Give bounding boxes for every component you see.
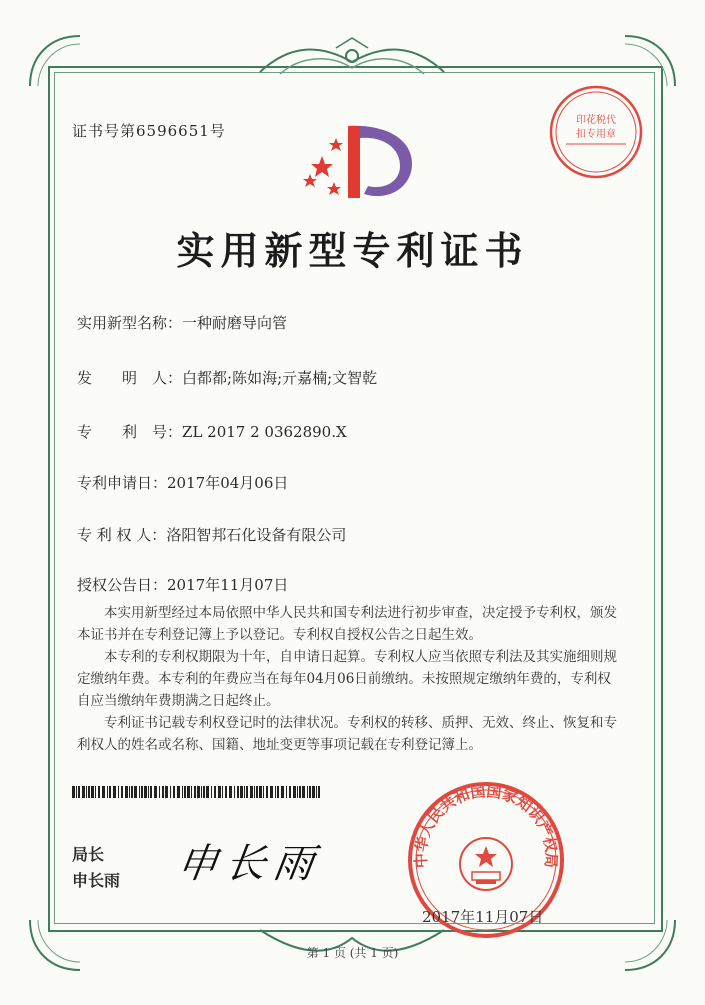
patent-number-row [77, 421, 347, 442]
office-seal-ring-text: 中华人民共和国国家知识产权局 [411, 782, 561, 869]
inventor-label: 发 明 人： [77, 369, 183, 387]
inventor-value: 白都都;陈如海;亓嘉楠;文智乾 [182, 369, 378, 387]
top-ornament [240, 34, 465, 82]
grant-date-value: 2017年11月07日 [167, 576, 289, 594]
signature-block [72, 842, 120, 894]
utility-model-name-row [77, 312, 287, 333]
body-paragraph-1: 本实用新型经过本局依照中华人民共和国专利法进行初步审查，决定授予专利权，颁发本证书并在专利登记簿上予以登记。专利权自授权公告之日起生效。 [77, 605, 617, 643]
patent-number-label: 专 利 号： [77, 423, 183, 441]
page-title: 实用新型专利证书 [176, 228, 529, 273]
body-paragraph-2: 本专利的专利权期限为十年，自申请日起算。专利权人应当依照专利法及其实施细则规定缴纳年费。本专利的年费应当在每年04月06日前缴纳。未按照规定缴纳年费的，专利权自应当缴纳年费期满之日起终止。 [77, 649, 617, 709]
tax-seal-stamp [548, 84, 644, 180]
patentee-value: 洛阳智邦石化设备有限公司 [166, 526, 347, 544]
grant-date-label: 授权公告日： [77, 576, 168, 594]
handwritten-signature: 申长雨 [174, 841, 325, 887]
certificate-body [77, 602, 622, 756]
tax-seal-center-text: 印花税代扣专用章 [576, 115, 616, 140]
issue-date: 2017年11月07日 [422, 908, 544, 926]
grant-date-row [77, 574, 288, 595]
barcode [72, 786, 324, 798]
director-title: 局长 [72, 845, 105, 864]
patentee-label: 专 利 权 人： [77, 526, 167, 544]
application-date-value: 2017年04月06日 [167, 474, 289, 492]
patent-office-logo [300, 120, 415, 202]
patent-number-value: ZL 2017 2 0362890.X [182, 423, 347, 441]
national-emblem-icon [460, 838, 512, 890]
application-date-row [77, 472, 288, 493]
application-date-label: 专利申请日： [77, 474, 168, 492]
patentee-row [77, 524, 346, 545]
inventor-row [77, 367, 377, 388]
body-paragraph-3: 专利证书记载专利权登记时的法律状况。专利权的转移、质押、无效、终止、恢复和专利权人的姓名或名称、国籍、地址变更等事项记载在专利登记簿上。 [77, 715, 617, 753]
utility-model-name-value: 一种耐磨导向管 [182, 314, 288, 332]
certificate-number: 证书号第6596651号 [72, 122, 226, 140]
director-name: 申长雨 [72, 871, 121, 890]
utility-model-name-label: 实用新型名称： [77, 314, 183, 332]
page-number: 第 1 页 (共 1 页) [306, 946, 399, 960]
corner-ornament-top-left [20, 26, 90, 96]
